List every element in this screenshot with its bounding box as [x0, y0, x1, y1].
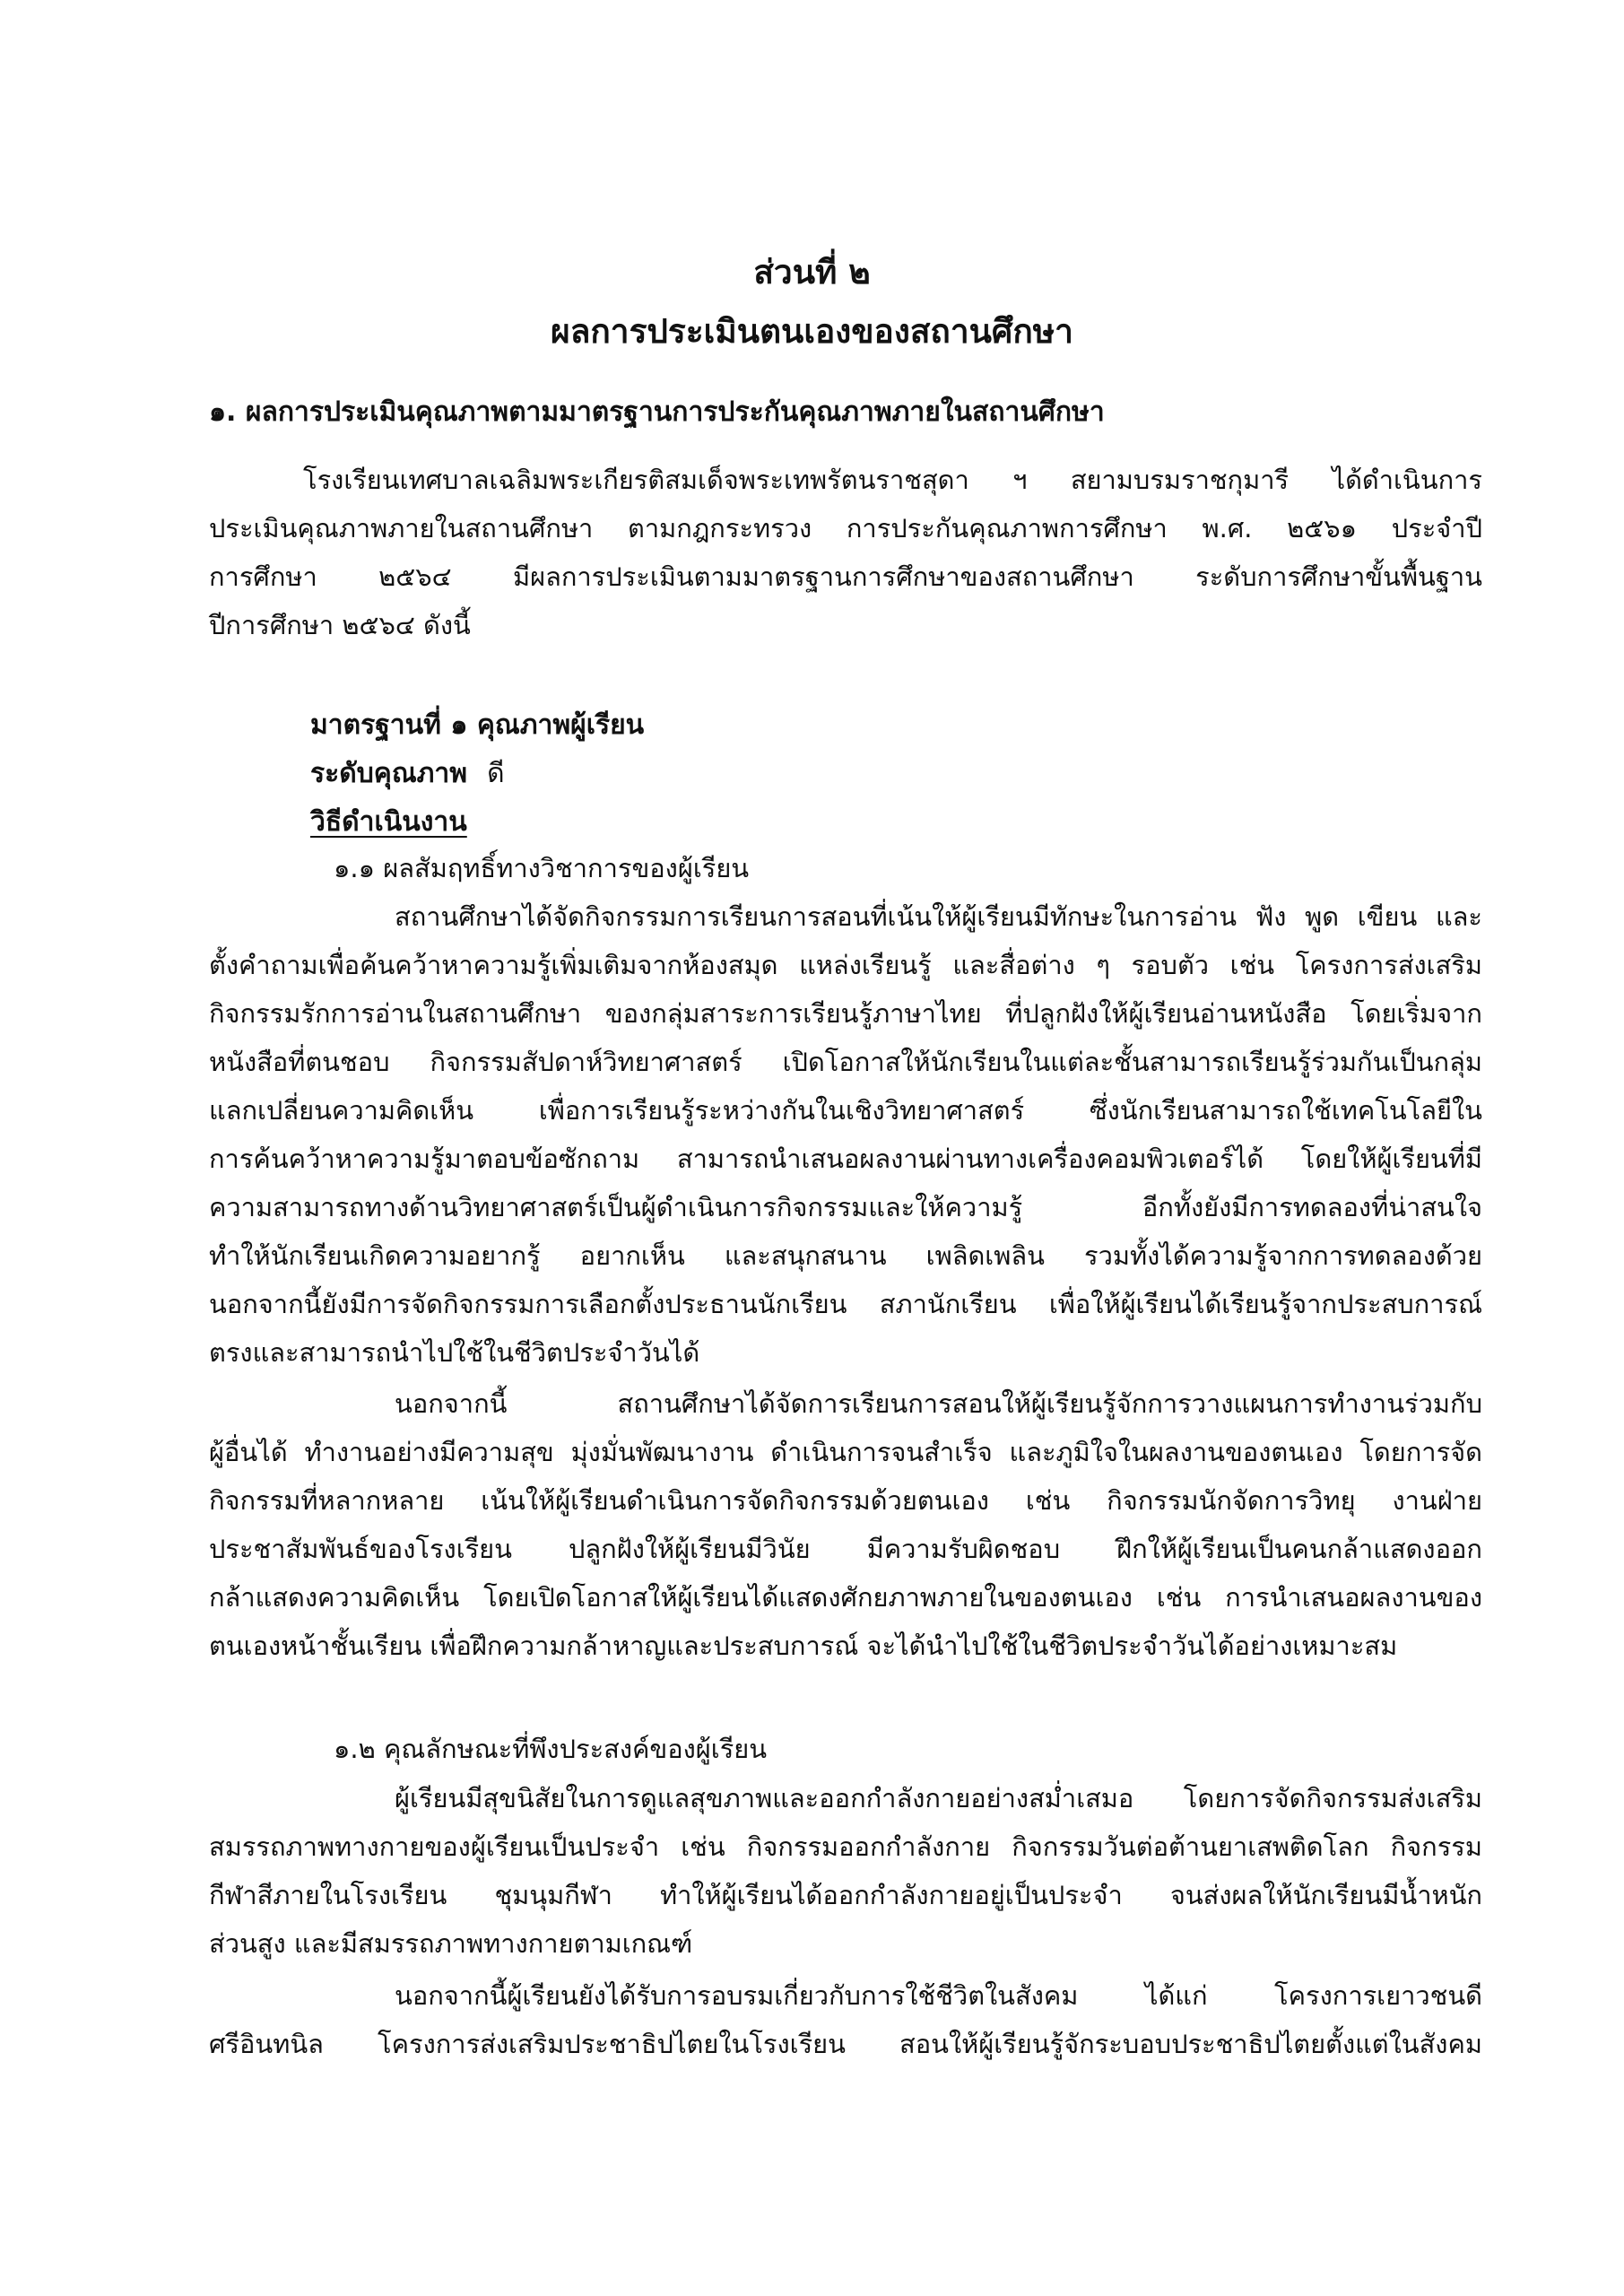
quality-level-value: ดี	[487, 758, 505, 789]
paragraph-line: แลกเปลี่ยนความคิดเห็น เพื่อการเรียนรู้ระหว่างกันในเชิงวิทยาศาสตร์ ซึ่งนักเรียนสามารถใช้เทคโนโลยีใน	[209, 1095, 1482, 1126]
paragraph-line: ตรงและสามารถนำไปใช้ในชีวิตประจำวันได้	[209, 1337, 700, 1368]
standard-title: มาตรฐานที่ ๑ คุณภาพผู้เรียน	[310, 709, 645, 741]
paragraph-social-life	[209, 1971, 1482, 2068]
paragraph-health	[209, 1774, 1482, 1968]
part-title: ส่วนที่ ๒	[753, 253, 871, 291]
paragraph-line: นอกจากนี้ผู้เรียนยังได้รับการอบรมเกี่ยวกับการใช้ชีวิตในสังคม ได้แก่ โครงการเยาวชนดี	[395, 1980, 1482, 2011]
subsection-heading-1-2: ๑.๒ คุณลักษณะที่พึงประสงค์ของผู้เรียน	[334, 1734, 768, 1764]
paragraph-line: นอกจากนี้ยังมีการจัดกิจกรรมการเลือกตั้งประธานนักเรียน สภานักเรียน เพื่อให้ผู้เรียนได้เรียนรู้จากประสบการณ์	[209, 1289, 1482, 1319]
quality-level-row	[310, 750, 644, 798]
standard-block	[310, 701, 644, 847]
paragraph-line: ตนเองหน้าชั้นเรียน เพื่อฝึกความกล้าหาญและประสบการณ์ จะได้นำไปใช้ในชีวิตประจำวันได้อย่างเหมาะสม	[209, 1631, 1398, 1661]
paragraph-line: กิจกรรมที่หลากหลาย เน้นให้ผู้เรียนดำเนินการจัดกิจกรรมด้วยตนเอง เช่น กิจกรรมนักจัดการวิทยุ งานฝ่าย	[209, 1485, 1482, 1516]
method-heading: วิธีดำเนินงาน	[310, 806, 467, 838]
paragraph-line: การศึกษา ๒๕๖๔ มีผลการประเมินตามมาตรฐานการศึกษาของสถานศึกษา ระดับการศึกษาขั้นพื้นฐาน	[209, 561, 1482, 592]
paragraph-line: ทำให้นักเรียนเกิดความอยากรู้ อยากเห็น และสนุกสนาน เพลิดเพลิน รวมทั้งได้ความรู้จากการทดลองด้วย	[209, 1240, 1482, 1271]
paragraph-line: กีฬาสีภายในโรงเรียน ชุมนุมกีฬา ทำให้ผู้เรียนได้ออกกำลังกายอยู่เป็นประจำ จนส่งผลให้นักเรียนมีน้ำหนัก	[209, 1880, 1482, 1910]
paragraph-line: หนังสือที่ตนชอบ กิจกรรมสัปดาห์วิทยาศาสตร์ เปิดโอกาสให้นักเรียนในแต่ละชั้นสามารถเรียนรู้ร่วมกันเป็นกลุ่ม	[209, 1047, 1482, 1077]
intro-paragraph	[209, 456, 1482, 649]
paragraph-line: ตั้งคำถามเพื่อค้นคว้าหาความรู้เพิ่มเติมจากห้องสมุด แหล่งเรียนรู้ และสื่อต่าง ๆ รอบตัว เช่น โครงการส่งเสริม	[209, 950, 1482, 980]
paragraph-line: ปีการศึกษา ๒๕๖๔ ดังนี้	[209, 610, 471, 640]
paragraph-line: กิจกรรมรักการอ่านในสถานศึกษา ของกลุ่มสาระการเรียนรู้ภาษาไทย ที่ปลูกฝังให้ผู้เรียนอ่านหนังสือ โดยเริ่มจาก	[209, 998, 1482, 1029]
paragraph-academic-achievement	[209, 892, 1482, 1377]
paragraph-line: สถานศึกษาได้จัดกิจกรรมการเรียนการสอนที่เน้นให้ผู้เรียนมีทักษะในการอ่าน ฟัง พูด เขียน และ	[395, 901, 1482, 932]
paragraph-line: ผู้เรียนมีสุขนิสัยในการดูแลสุขภาพและออกกำลังกายอย่างสม่ำเสมอ โดยการจัดกิจกรรมส่งเสริม	[395, 1783, 1482, 1813]
paragraph-line: ประเมินคุณภาพภายในสถานศึกษา ตามกฎกระทรวง การประกันคุณภาพการศึกษา พ.ศ. ๒๕๖๑ ประจำปี	[209, 513, 1482, 544]
paragraph-line: ศรีอินทนิล โครงการส่งเสริมประชาธิปไตยในโรงเรียน สอนให้ผู้เรียนรู้จักระบอบประชาธิปไตยตั้งแต่ในสังคม	[209, 2029, 1482, 2059]
paragraph-line: โรงเรียนเทศบาลเฉลิมพระเกียรติสมเด็จพระเทพรัตนราชสุดา ฯ สยามบรมราชกุมารี ได้ดำเนินการ	[303, 465, 1482, 495]
section-heading: ๑. ผลการประเมินคุณภาพตามมาตรฐานการประกันคุณภาพภายในสถานศึกษา	[209, 396, 1105, 428]
paragraph-line: ผู้อื่นได้ ทำงานอย่างมีความสุข มุ่งมั่นพัฒนางาน ดำเนินการจนสำเร็จ และภูมิใจในผลงานของตนเอง โดยการจัด	[209, 1437, 1482, 1467]
paragraph-line: สมรรถภาพทางกายของผู้เรียนเป็นประจำ เช่น กิจกรรมออกกำลังกาย กิจกรรมวันต่อต้านยาเสพติดโลก กิจกรรม	[209, 1831, 1482, 1862]
paragraph-line: ส่วนสูง และมีสมรรถภาพทางกายตามเกณฑ์	[209, 1928, 693, 1959]
paragraph-line: ประชาสัมพันธ์ของโรงเรียน ปลูกฝังให้ผู้เรียนมีวินัย มีความรับผิดชอบ ฝึกให้ผู้เรียนเป็นคนกล้าแสดงออก	[209, 1534, 1482, 1564]
paragraph-work-skills	[209, 1379, 1482, 1670]
part-subtitle: ผลการประเมินตนเองของสถานศึกษา	[551, 312, 1073, 351]
subsection-heading-1-1: ๑.๑ ผลสัมฤทธิ์ทางวิชาการของผู้เรียน	[334, 853, 750, 883]
paragraph-line: ความสามารถทางด้านวิทยาศาสตร์เป็นผู้ดำเนินการกิจกรรมและให้ความรู้ อีกทั้งยังมีการทดลองที่น่าสนใจ	[209, 1192, 1482, 1222]
paragraph-line: กล้าแสดงความคิดเห็น โดยเปิดโอกาสให้ผู้เรียนได้แสดงศักยภาพภายในของตนเอง เช่น การนำเสนอผลงานของ	[209, 1582, 1482, 1613]
paragraph-line: นอกจากนี้ สถานศึกษาได้จัดการเรียนการสอนให้ผู้เรียนรู้จักการวางแผนการทำงานร่วมกับ	[395, 1388, 1482, 1419]
paragraph-line: การค้นคว้าหาความรู้มาตอบข้อซักถาม สามารถนำเสนอผลงานผ่านทางเครื่องคอมพิวเตอร์ได้ โดยให้ผู้เรียนที่มี	[209, 1144, 1482, 1174]
quality-level-label: ระดับคุณภาพ	[310, 758, 468, 789]
